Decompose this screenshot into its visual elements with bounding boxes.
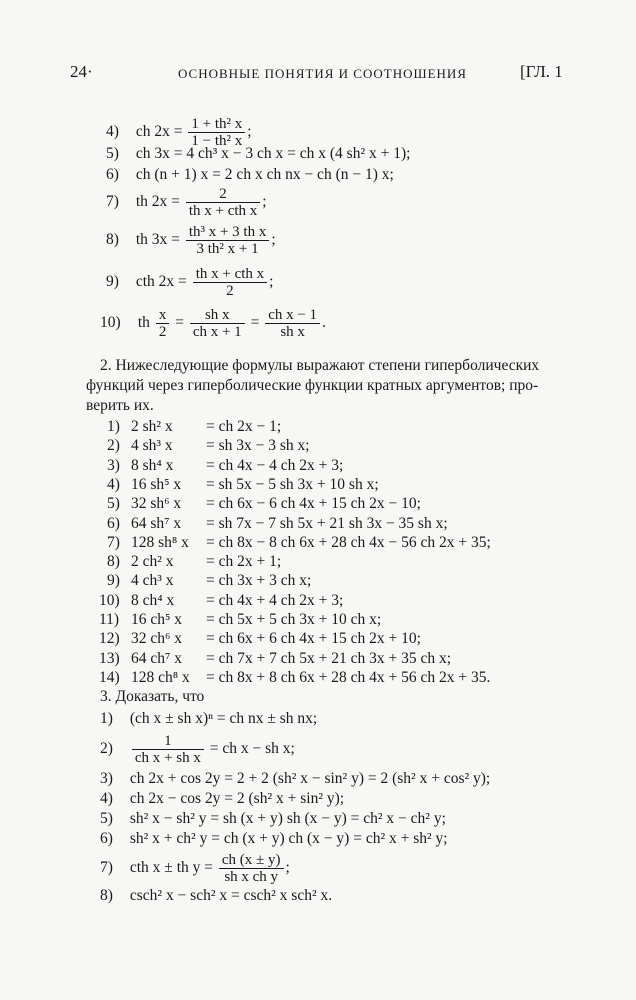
section-2-intro-2: функций через гиперболические функции кратных аргументов; про-	[86, 377, 539, 394]
fraction: $\frac{1}{\text{ch x + sh x}}$	[132, 733, 204, 766]
page-number: 24·	[70, 62, 93, 81]
formula-2-row: 11) 16 ch⁵ x = ch 5x + 5 ch 3x + 10 ch x;	[99, 611, 382, 628]
formula-2-row: 12) 32 ch⁶ x = ch 6x + 6 ch 4x + 15 ch 2x + 10;	[99, 630, 421, 648]
formula-2-row: 5) 32 sh⁶ x = ch 6x − 6 ch 4x + 15 ch 2x − 10;	[107, 495, 421, 513]
formula-1-10: 10) th $\frac{x}{2}$ = $\frac{\text{sh x}}{\text{ch x + 1}}$ = $\frac{\text{ch x − 1}}{\text{sh x}}$ .	[100, 307, 326, 340]
formula-3-6: 6) sh² x + ch² y = ch (x + y) ch (x − y) = ch² x + sh² y;	[100, 830, 448, 847]
formula-3-7: 7) cth x ± th y = $\frac{ch (x \pm y)}{\text{sh x ch y}}$ ;	[100, 852, 290, 885]
fraction: $\frac{\text{sh x}}{\text{ch x + 1}}$	[190, 307, 245, 340]
formula-3-2: 2) $\frac{1}{\text{ch x + sh x}}$ = ch x − sh x;	[100, 733, 295, 766]
formula-2-row: 14) 128 ch⁸ x = ch 8x + 8 ch 6x + 28 ch 4x + 56 ch 2x + 35.	[99, 668, 491, 686]
formula-2-row: 2) 4 sh³ x = sh 3x − 3 sh x;	[107, 437, 310, 455]
fraction: $\frac{\text{th x + cth x}}{2}$	[193, 266, 267, 299]
formula-3-1: 1) (ch x ± sh x)ⁿ = ch nx ± sh nx;	[100, 710, 318, 727]
formula-2-row: 13) 64 ch⁷ x = ch 7x + 7 ch 5x + 21 ch 3x + 35 ch x;	[99, 649, 452, 667]
running-title: ОСНОВНЫЕ ПОНЯТИЯ И СООТНОШЕНИЯ	[178, 66, 467, 81]
formula-1-4: 4) ch 2x = $\frac{\text{1 + th² x}}{\text{1 − th² x}}$ ;	[106, 116, 252, 149]
formula-2-row: 1) 2 sh² x = ch 2x − 1;	[107, 418, 282, 435]
formula-2-row: 6) 64 sh⁷ x = sh 7x − 7 sh 5x + 21 sh 3x − 35 sh x;	[107, 514, 448, 532]
formula-3-5: 5) sh² x − sh² y = sh (x + y) sh (x − y) = ch² x − ch² y;	[100, 810, 446, 827]
section-2-intro-3: верить их.	[86, 397, 154, 414]
formula-2-row: 10) 8 ch⁴ x = ch 4x + 4 ch 2x + 3;	[99, 591, 344, 609]
fraction: $\frac{x}{2}$	[156, 307, 170, 340]
fraction: $\frac{\text{th³ x + 3 th x}}{\text{3 th² x + 1}}$	[186, 224, 270, 257]
formula-1-5: 5) ch 3x = 4 ch³ x − 3 ch x = ch x (4 sh² x + 1);	[106, 145, 411, 162]
formula-2-row: 8) 2 ch² x = ch 2x + 1;	[107, 553, 282, 571]
formula-2-row: 9) 4 ch³ x = ch 3x + 3 ch x;	[107, 572, 312, 590]
formula-3-8: 8) csch² x − sch² x = csch² x sch² x.	[100, 887, 333, 904]
fraction: $\frac{\text{1 + th² x}}{\text{1 − th² x}}$	[188, 116, 245, 149]
fraction: $\frac{\text{ch x − 1}}{\text{sh x}}$	[265, 307, 320, 340]
formula-2-row: 3) 8 sh⁴ x = ch 4x − 4 ch 2x + 3;	[107, 456, 344, 474]
section-2-intro-1: 2. Нижеследующие формулы выражают степени гиперболических	[100, 357, 540, 374]
formula-2-row: 4) 16 sh⁵ x = sh 5x − 5 sh 3x + 10 sh x;	[107, 475, 379, 493]
fraction: $\frac{ch (x \pm y)}{\text{sh x ch y}}$	[219, 852, 284, 885]
section-3-intro: 3. Доказать, что	[100, 688, 205, 705]
formula-1-6: 6) ch (n + 1) x = 2 ch x ch nx − ch (n − 1) x;	[106, 166, 394, 183]
formula-3-4: 4) ch 2x − cos 2y = 2 (sh² x + sin² y);	[100, 790, 345, 807]
fraction: $\frac{2}{\text{th x + cth x}}$	[186, 186, 260, 219]
chapter-marker: [ГЛ. 1	[520, 62, 563, 81]
formula-3-3: 3) ch 2x + cos 2y = 2 + 2 (sh² x − sin² y) = 2 (sh² x + cos² y);	[100, 770, 491, 787]
formula-1-8: 8) th 3x = $\frac{\text{th³ x + 3 th x}}{\text{3 th² x + 1}}$ ;	[106, 224, 276, 257]
formula-2-row: 7) 128 sh⁸ x = ch 8x − 8 ch 6x + 28 ch 4x − 56 ch 2x + 35;	[107, 533, 491, 551]
formula-1-9: 9) cth 2x = $\frac{\text{th x + cth x}}{2}$ ;	[106, 266, 274, 299]
formula-1-7: 7) th 2x = $\frac{2}{\text{th x + cth x}}$ ;	[106, 186, 267, 219]
